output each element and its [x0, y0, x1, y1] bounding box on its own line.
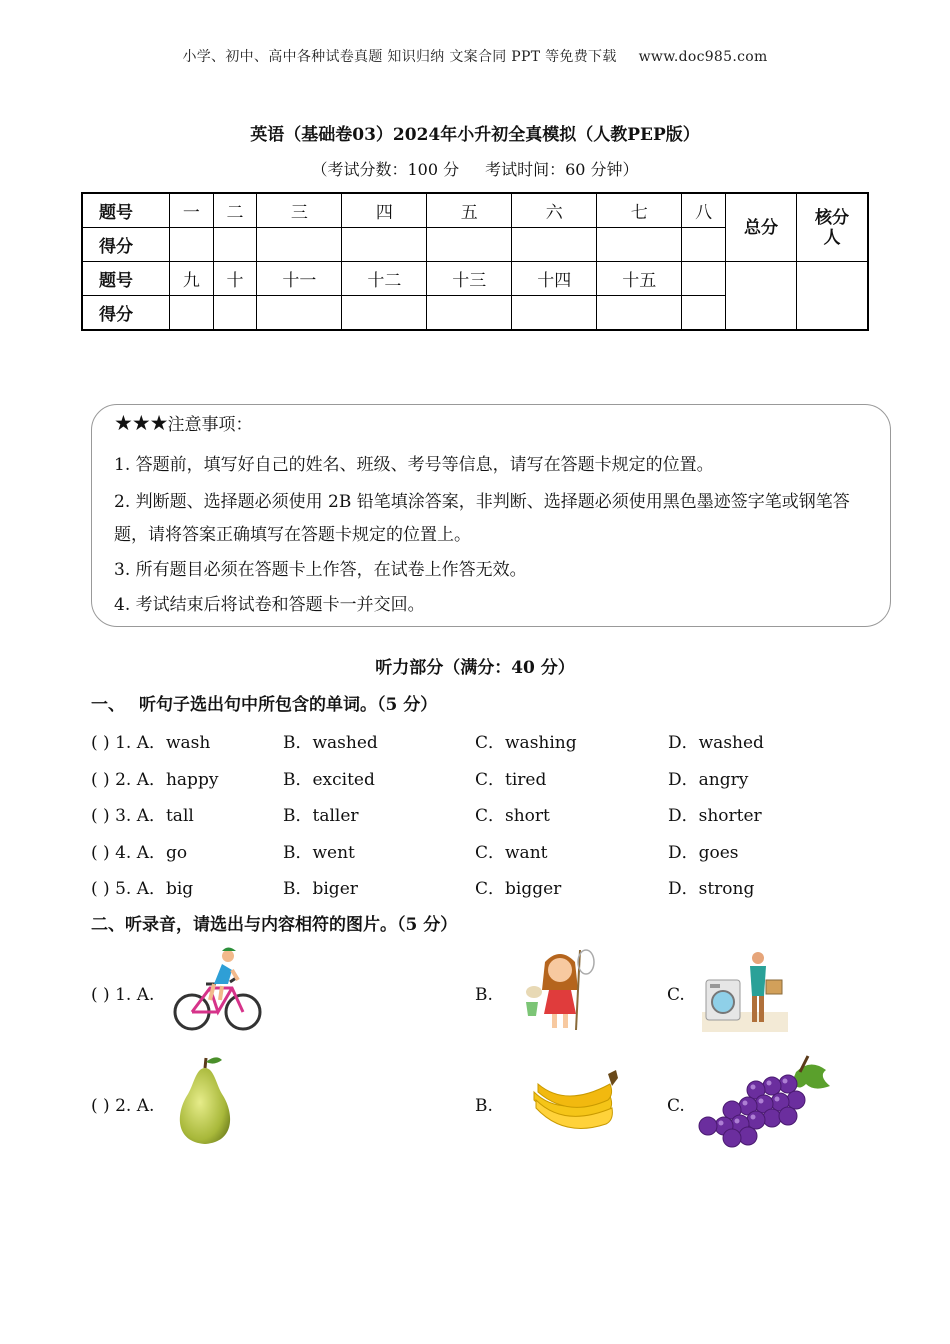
table-cell: 十 [213, 262, 257, 296]
question-row [91, 838, 891, 862]
option-d[interactable]: D．strong [668, 879, 755, 899]
table-cell: 七 [597, 193, 682, 228]
question-stem[interactable]: ( ) 1. A．wash [91, 733, 211, 753]
option-d[interactable]: D．shorter [668, 806, 762, 826]
question-stem[interactable]: ( ) 3. A．tall [91, 806, 194, 826]
listening-title: 听力部分（满分：40 分） [375, 658, 575, 678]
pear-icon [168, 1054, 242, 1146]
question-stem[interactable]: ( ) 5. A．big [91, 879, 194, 899]
score-cell[interactable] [213, 296, 257, 331]
question-stem[interactable]: ( ) 2. A．happy [91, 770, 219, 790]
bicycle-icon [170, 944, 265, 1034]
option-d[interactable]: D．angry [668, 770, 749, 790]
header-url[interactable]: www.doc985.com [638, 49, 768, 65]
banana-icon [530, 1066, 622, 1136]
score-cell[interactable] [597, 228, 682, 262]
exam-time: 考试时间：60 分钟） [485, 160, 639, 179]
checker-label [797, 193, 869, 262]
notice-item: 1. 答题前，填写好自己的姓名、班级、考号等信息，请写在答题卡规定的位置。 [114, 455, 714, 475]
option-b[interactable]: B．taller [283, 806, 359, 826]
score-cell[interactable] [170, 228, 214, 262]
score-cell[interactable] [512, 296, 597, 331]
question-stem[interactable]: ( ) 2. A. [91, 1096, 155, 1116]
table-cell: 三 [257, 193, 342, 228]
exam-subtitle [0, 157, 950, 180]
score-cell[interactable] [682, 228, 726, 262]
notice-item: 2. 判断题、选择题必须使用 2B 铅笔填涂答案，非判断、选择题必须使用黑色墨迹签字笔或钢笔答题，请将答案正确填写在答题卡规定的位置上。 [114, 492, 850, 545]
notice-item: 3. 所有题目必须在答题卡上作答，在试卷上作答无效。 [114, 560, 527, 580]
question-row [91, 801, 891, 825]
header-text: 小学、初中、高中各种试卷真题 知识归纳 文案合同 PPT 等免费下载 [182, 49, 617, 65]
score-cell[interactable] [342, 228, 427, 262]
table-cell: 十一 [257, 262, 342, 296]
washing-clothes-image[interactable] [702, 950, 788, 1032]
option-c[interactable]: C．washing [475, 733, 577, 753]
table-cell: 九 [170, 262, 214, 296]
question-row [91, 765, 891, 789]
table-cell: 十五 [597, 262, 682, 296]
score-cell[interactable] [257, 228, 342, 262]
part1-instruction: 听句子选出句中所包含的单词。（5 分） [139, 695, 438, 715]
exam-title: 英语（基础卷03）2024年小升初全真模拟（人教PEP版） [250, 125, 700, 145]
table-cell: 二 [213, 193, 257, 228]
checker-cell[interactable] [797, 262, 869, 331]
table-cell: 八 [682, 193, 726, 228]
option-b[interactable]: B．biger [283, 879, 358, 899]
option-b[interactable]: B．went [283, 843, 355, 863]
bananas-image[interactable] [530, 1066, 622, 1136]
option-b[interactable]: B．excited [283, 770, 375, 790]
table-cell: 四 [342, 193, 427, 228]
question-stem[interactable]: ( ) 4. A．go [91, 843, 188, 863]
question-row [91, 728, 891, 752]
score-cell[interactable] [512, 228, 597, 262]
score-cell[interactable] [170, 296, 214, 331]
score-cell[interactable] [213, 228, 257, 262]
score-cell[interactable] [427, 228, 512, 262]
grapes-icon [696, 1052, 834, 1148]
row-label-number: 题号 [82, 262, 170, 296]
part1-number: 一、 [91, 695, 125, 715]
score-cell[interactable] [597, 296, 682, 331]
option-b[interactable]: B. [475, 1096, 493, 1116]
option-c[interactable]: C. [667, 985, 685, 1005]
row-label-number: 题号 [82, 193, 170, 228]
option-c[interactable]: C．want [475, 843, 548, 863]
question-row [91, 874, 891, 898]
table-cell: 十四 [512, 262, 597, 296]
score-table [81, 192, 869, 331]
score-cell[interactable] [257, 296, 342, 331]
girl-icon [520, 946, 600, 1032]
stars-icon: ★★★ [114, 411, 168, 435]
part1-heading [91, 690, 437, 715]
cyclist-image[interactable] [170, 944, 265, 1034]
site-header [0, 46, 950, 66]
washing-machine-icon [702, 950, 788, 1032]
option-d[interactable]: D．washed [668, 733, 764, 753]
checker-text: 核分人 [814, 207, 849, 248]
option-c[interactable]: C．short [475, 806, 550, 826]
total-score-cell[interactable] [726, 262, 797, 331]
pear-image[interactable] [168, 1054, 242, 1146]
table-cell: 十三 [427, 262, 512, 296]
row-label-score: 得分 [82, 296, 170, 331]
option-d[interactable]: D．goes [668, 843, 739, 863]
table-cell [682, 262, 726, 296]
option-c[interactable]: C．tired [475, 770, 547, 790]
table-cell: 一 [170, 193, 214, 228]
total-label: 总分 [726, 193, 797, 262]
option-c[interactable]: C．bigger [475, 879, 562, 899]
part2-heading: 二、听录音，请选出与内容相符的图片。（5 分） [91, 915, 458, 935]
option-b[interactable]: B．washed [283, 733, 378, 753]
girl-fishing-image[interactable] [520, 946, 600, 1032]
exam-score: （考试分数：100 分 [311, 160, 460, 179]
question-stem[interactable]: ( ) 1. A. [91, 985, 155, 1005]
notice-box [91, 404, 891, 627]
score-cell[interactable] [342, 296, 427, 331]
notice-title-text: 注意事项： [167, 415, 253, 435]
notice-item: 4. 考试结束后将试卷和答题卡一并交回。 [114, 595, 425, 615]
grapes-image[interactable] [696, 1052, 834, 1148]
option-b[interactable]: B. [475, 985, 493, 1005]
table-cell: 五 [427, 193, 512, 228]
score-cell[interactable] [427, 296, 512, 331]
table-cell: 十二 [342, 262, 427, 296]
option-c[interactable]: C. [667, 1096, 685, 1116]
notice-title [114, 411, 868, 437]
row-label-score: 得分 [82, 228, 170, 262]
score-cell[interactable] [682, 296, 726, 331]
table-cell: 六 [512, 193, 597, 228]
